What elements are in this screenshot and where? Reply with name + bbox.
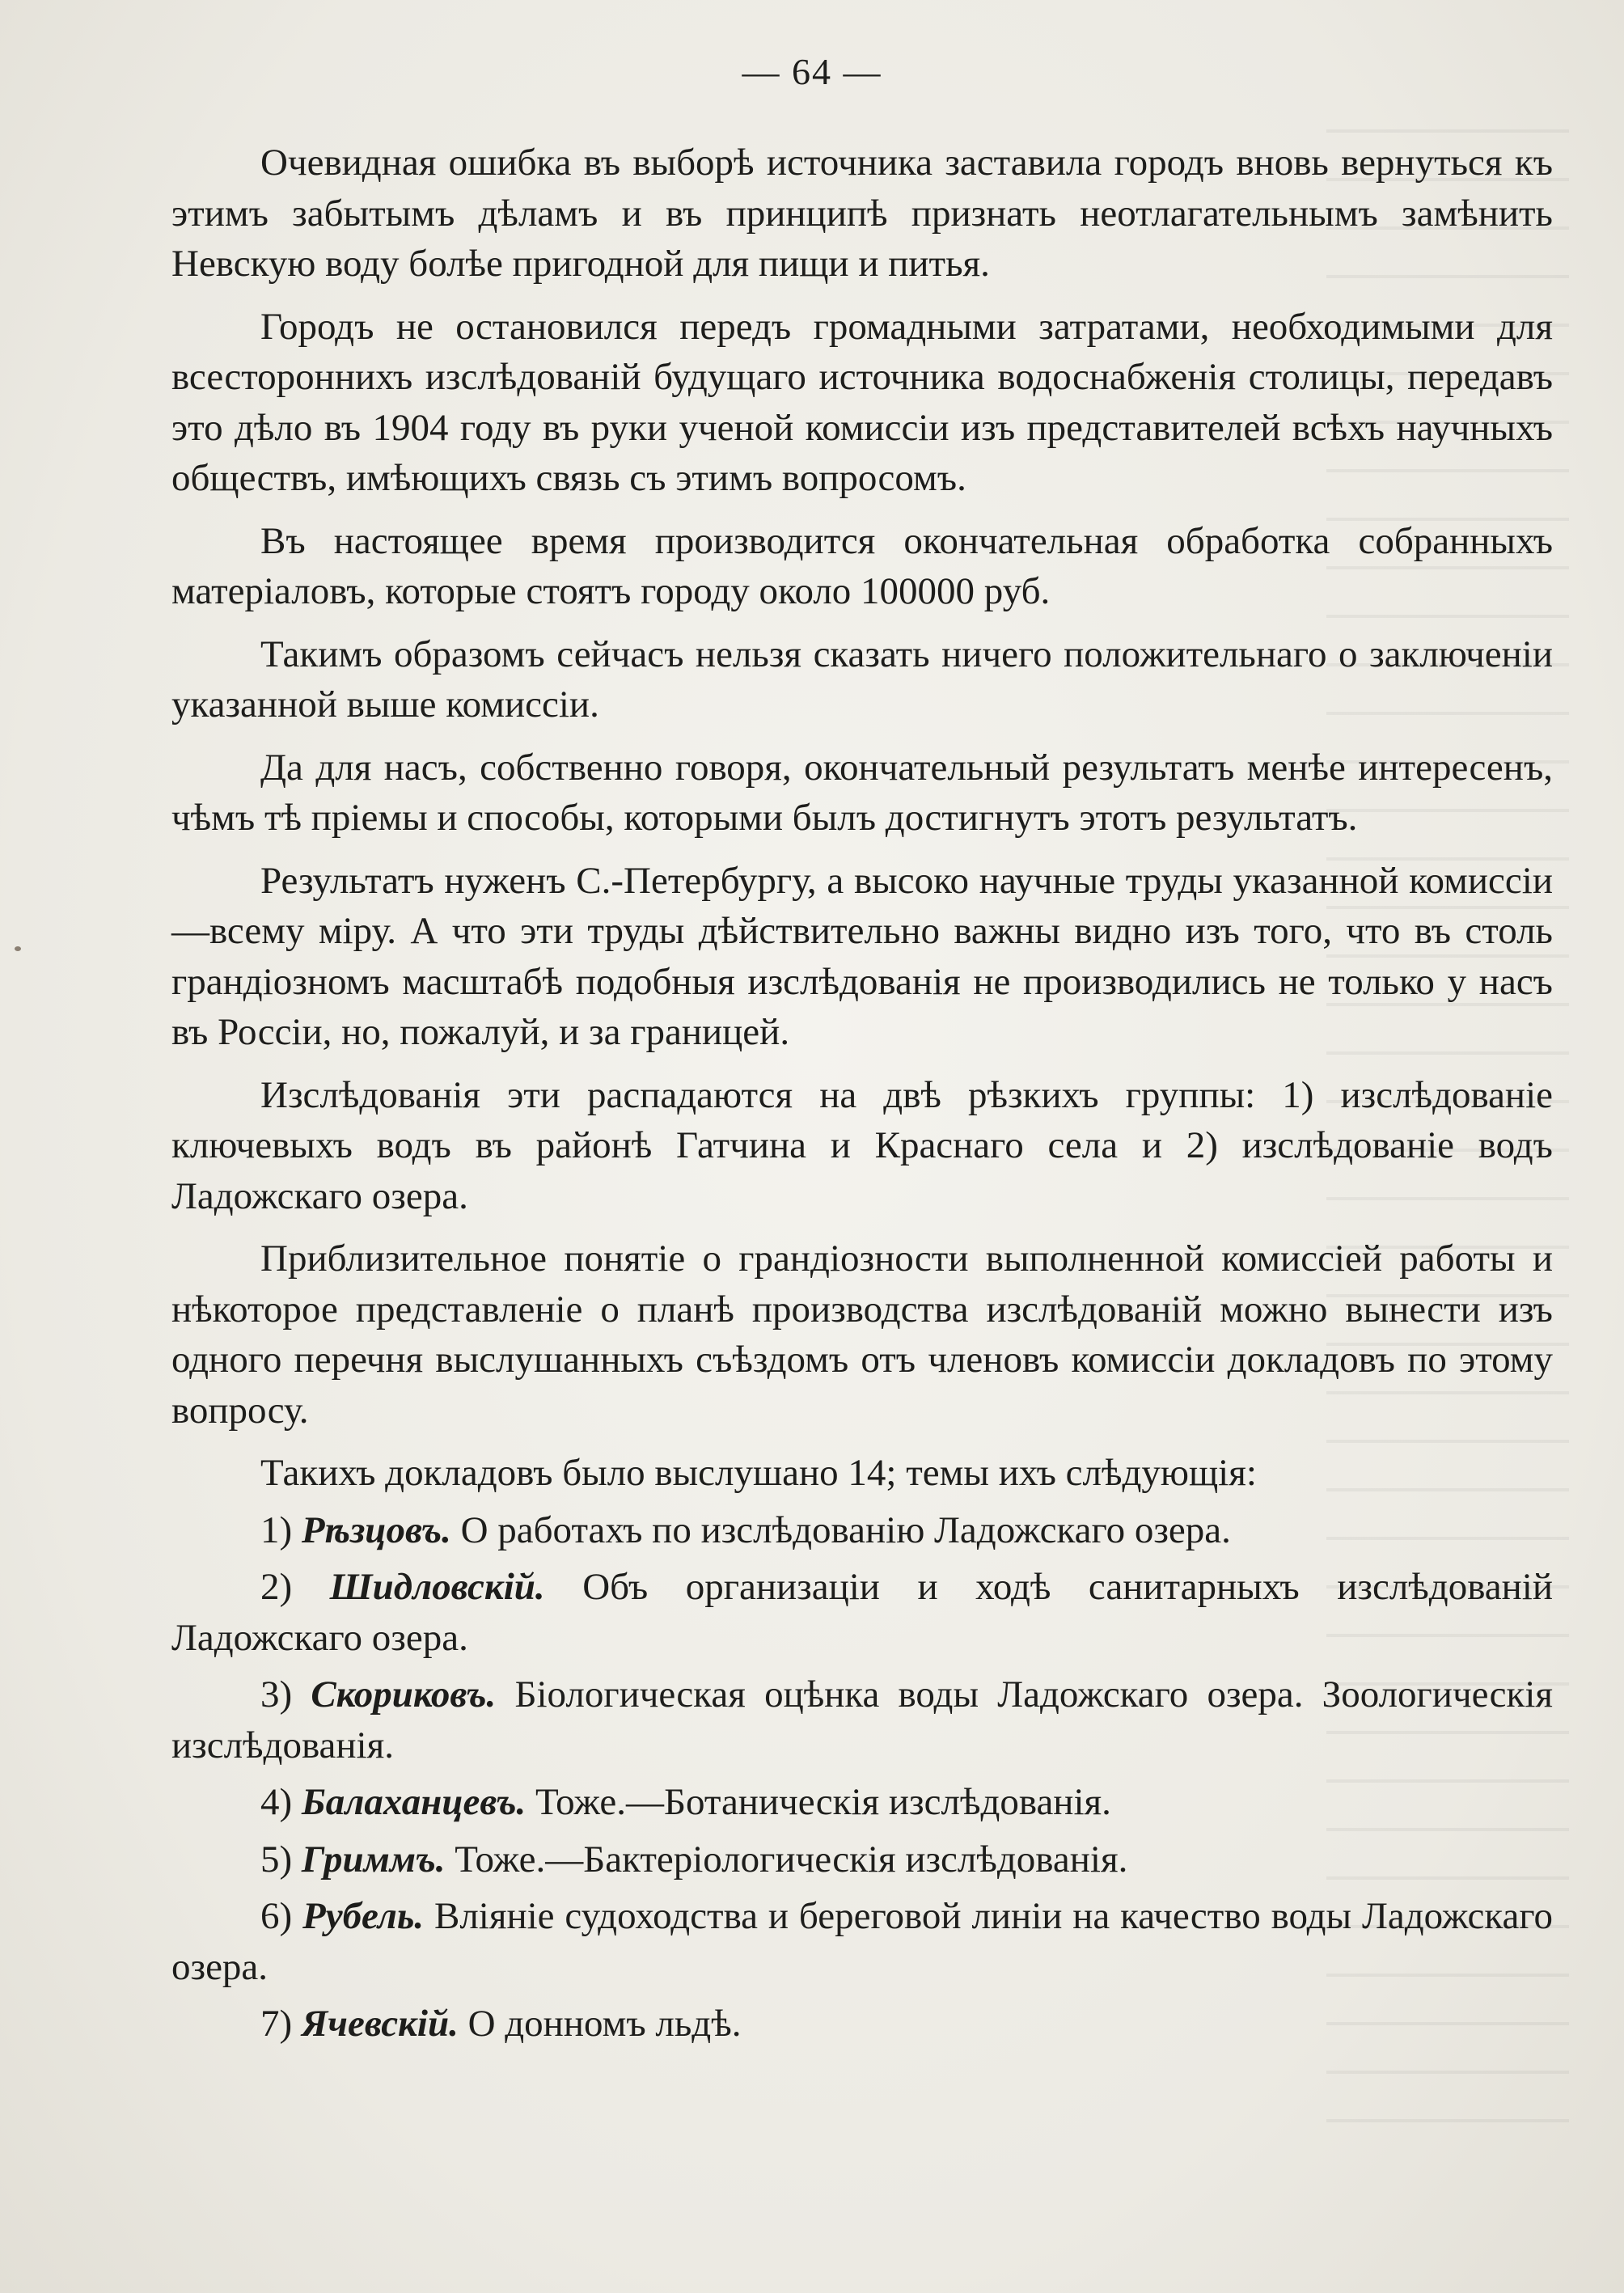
report-author: Рѣзцовъ. <box>301 1508 451 1551</box>
paragraph: Такихъ докладовъ было выслушано 14; темы ихъ слѣдующія: <box>260 1452 1257 1494</box>
paragraph: Очевидная ошибка въ выборѣ источника заставила городъ вновь вернуться къ этимъ забытымъ дѣламъ и въ принципѣ признать неотлагательнымъ замѣнить Невскую воду болѣе пригодной для пищи и питья. <box>171 142 1553 285</box>
report-number: 2) <box>260 1566 293 1608</box>
report-author: Рубель. <box>302 1895 425 1937</box>
paragraph: Да для насъ, собственно говоря, окончательный результатъ менѣе интересенъ, чѣмъ тѣ пріемы и способы, которыми былъ достигнутъ этотъ результатъ. <box>171 746 1553 839</box>
page-number: — 64 — <box>742 51 882 92</box>
report-item <box>171 1891 1553 1992</box>
report-author: Шидловскій. <box>329 1566 545 1608</box>
report-title: Тоже.—Ботаническія изслѣдованія. <box>535 1781 1111 1823</box>
paragraph: Въ настоящее время производится окончательная обработка собранныхъ матеріаловъ, которые стоятъ городу около 100000 руб. <box>171 519 1553 612</box>
report-author: Гриммъ. <box>301 1838 446 1881</box>
report-title: Біологическая оцѣнка воды Ладожскаго озера. Зоологическія изслѣдованія. <box>171 1673 1554 1766</box>
report-item <box>171 1999 1553 2050</box>
report-number: 1) <box>260 1508 293 1551</box>
report-number: 3) <box>260 1673 293 1716</box>
report-author: Ячевскій. <box>301 2003 459 2045</box>
report-number: 5) <box>260 1838 293 1881</box>
paper-speck <box>15 946 21 951</box>
report-title: Тоже.—Бактеріологическія изслѣдованія. <box>455 1838 1128 1881</box>
report-item <box>171 1505 1553 1556</box>
paragraph: Результатъ нуженъ С.-Петербургу, а высоко научные труды указанной комиссіи—всему міру. А что эти труды дѣйствительно важны видно изъ того, что въ столь грандіозномъ масштабѣ подобныя изслѣдованія не производились не только у насъ въ Россіи, но, пожалуй, и за границей. <box>171 859 1553 1053</box>
report-item <box>171 1777 1553 1828</box>
report-item <box>171 1834 1553 1885</box>
report-title: Объ организаціи и ходѣ санитарныхъ изслѣдованій Ладожскаго озера. <box>171 1566 1553 1659</box>
report-item <box>171 1669 1553 1771</box>
page-body <box>171 137 1553 2056</box>
report-number: 4) <box>260 1781 293 1823</box>
report-author: Балаханцевъ. <box>301 1781 527 1823</box>
report-number: 6) <box>260 1895 293 1937</box>
report-title: О донномъ льдѣ. <box>467 2003 742 2045</box>
paragraph: Городъ не остановился передъ громадными затратами, необходимыми для всестороннихъ изслѣдованій будущаго источника водоснабженія столицы, передавъ это дѣло въ 1904 году въ руки ученой комиссіи изъ представителей всѣхъ научныхъ обществъ, имѣющихъ связь съ этимъ вопросомъ. <box>171 305 1553 499</box>
report-author: Скориковъ. <box>311 1673 497 1716</box>
report-item <box>171 1562 1553 1663</box>
paragraph: Приблизительное понятіе о грандіозности выполненной комиссіей работы и нѣкоторое представленіе о планѣ производства изслѣдованій можно вынести изъ одного перечня выслушанныхъ съѣздомъ отъ членовъ комиссіи докладовъ по этому вопросу. <box>171 1237 1553 1432</box>
report-title: О работахъ по изслѣдованію Ладожскаго озера. <box>460 1508 1231 1551</box>
report-title: Вліяніе судоходства и береговой линіи на качество воды Ладожскаго озера. <box>171 1895 1554 1988</box>
paragraph: Изслѣдованія эти распадаются на двѣ рѣзкихъ группы: 1) изслѣдованіе ключевыхъ водъ въ районѣ Гатчина и Краснаго села и 2) изслѣдованіе водъ Ладожскаго озера. <box>171 1073 1553 1217</box>
paragraph: Такимъ образомъ сейчасъ нельзя сказать ничего положительнаго о заключеніи указанной выше комиссіи. <box>171 632 1553 726</box>
report-number: 7) <box>260 2003 293 2045</box>
